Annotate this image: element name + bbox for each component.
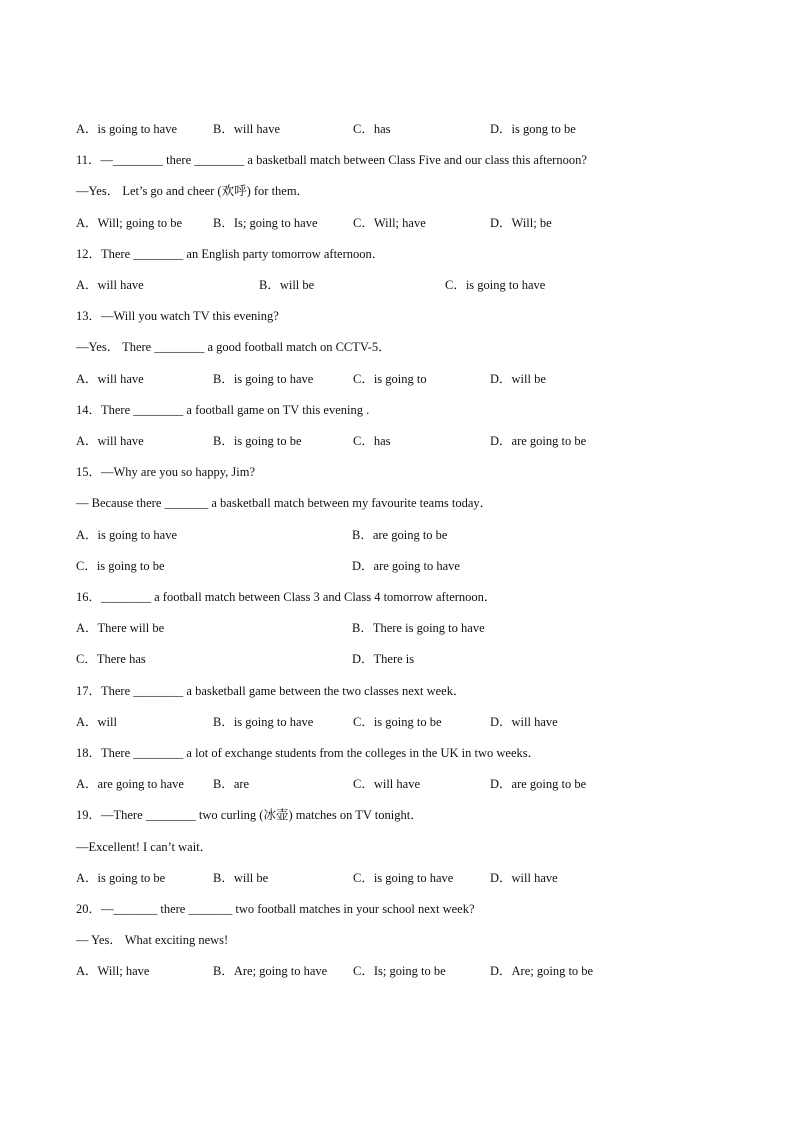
answer-option: C．Will; have bbox=[353, 215, 426, 230]
question-text: 20．—_______ there _______ two football matches in your school next week? bbox=[76, 902, 475, 916]
answer-option: A．There will be bbox=[76, 621, 165, 636]
answer-option: D．are going to be bbox=[490, 434, 587, 448]
answer-option: C．is going to bbox=[353, 371, 427, 386]
question-text: 12．There ________ an English party tomorrow afternoon． bbox=[76, 246, 385, 261]
answer-option: D．will be bbox=[490, 371, 546, 386]
answer-option: B．Is; going to have bbox=[213, 215, 318, 230]
question-text: —Excellent! I can’t wait． bbox=[76, 839, 213, 854]
answer-option: B．There is going to have bbox=[352, 621, 485, 636]
question-text: 13．—Will you watch TV this evening? bbox=[76, 309, 279, 324]
answer-option: C．has bbox=[353, 434, 391, 448]
question-text: 15．—Why are you so happy, Jim? bbox=[76, 465, 256, 480]
answer-option: D．Will; be bbox=[490, 215, 552, 230]
question-text: 17．There ________ a basketball game between the two classes next week． bbox=[76, 683, 466, 698]
answer-option: A．Will; going to be bbox=[76, 215, 183, 230]
answer-option: B．Are; going to have bbox=[213, 964, 328, 979]
answer-option: C．is going to be bbox=[76, 558, 165, 573]
answer-option: C．has bbox=[353, 122, 391, 136]
question-text: 18．There ________ a lot of exchange students from the colleges in the UK in two weeks． bbox=[76, 746, 541, 760]
answer-option: B．is going to be bbox=[213, 434, 302, 448]
answer-option: D．will have bbox=[490, 870, 558, 885]
answer-option: D．is gong to be bbox=[490, 122, 576, 136]
answer-option: B．are bbox=[213, 777, 250, 792]
answer-option: A．will have bbox=[76, 371, 144, 386]
question-text: —Yes． There ________ a good football match on CCTV-5． bbox=[76, 340, 391, 355]
question-text: 14．There ________ a football game on TV this evening . bbox=[76, 402, 370, 417]
answer-option: C．will have bbox=[353, 777, 421, 792]
answer-option: A．is going to have bbox=[76, 122, 178, 136]
question-text: — Because there _______ a basketball match between my favourite teams today． bbox=[76, 496, 493, 511]
answer-option: A．Will; have bbox=[76, 964, 150, 979]
answer-option: D．Are; going to be bbox=[490, 964, 594, 979]
question-text: 11．—________ there ________ a basketball match between Class Five and our class this afternoon? bbox=[76, 153, 587, 168]
answer-option: B．is going to have bbox=[213, 714, 314, 729]
answer-option: D．are going to have bbox=[352, 558, 460, 573]
answer-option: B．will be bbox=[259, 278, 315, 292]
answer-option: C．is going to be bbox=[353, 714, 442, 729]
question-text: 16．________ a football match between Class 3 and Class 4 tomorrow afternoon． bbox=[76, 590, 497, 604]
answer-option: A．will bbox=[76, 714, 117, 729]
answer-option: D．There is bbox=[352, 652, 415, 667]
answer-option: B．will be bbox=[213, 870, 269, 885]
answer-option: A．are going to have bbox=[76, 777, 184, 792]
answer-option: D．will have bbox=[490, 714, 558, 729]
answer-option: B．is going to have bbox=[213, 371, 314, 386]
answer-option: C．Is; going to be bbox=[353, 964, 446, 979]
answer-option: D．are going to be bbox=[490, 777, 587, 792]
answer-option: C．There has bbox=[76, 652, 146, 667]
answer-option: A．will have bbox=[76, 278, 144, 292]
answer-option: C．is going to have bbox=[353, 870, 454, 885]
question-text: —Yes． Let’s go and cheer (欢呼) for them． bbox=[76, 184, 310, 199]
answer-option: C．is going to have bbox=[445, 278, 546, 292]
answer-option: A．is going to have bbox=[76, 527, 178, 542]
answer-option: B．will have bbox=[213, 122, 281, 136]
answer-option: B．are going to be bbox=[352, 527, 448, 542]
answer-option: A．is going to be bbox=[76, 870, 166, 885]
question-text: — Yes． What exciting news! bbox=[76, 933, 229, 948]
answer-option: A．will have bbox=[76, 434, 144, 448]
question-text: 19．—There ________ two curling (冰壶) matches on TV tonight． bbox=[76, 808, 423, 823]
